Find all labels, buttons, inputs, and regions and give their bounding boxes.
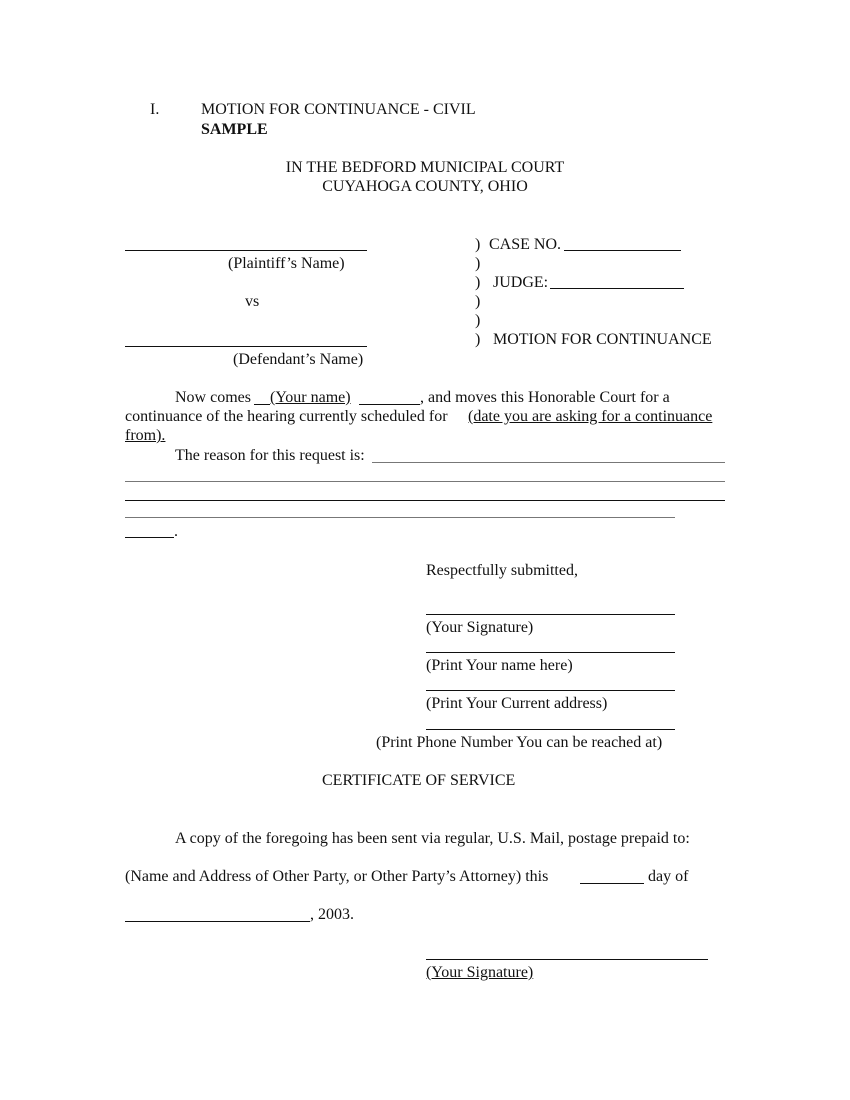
copy-text: A copy of the foregoing has been sent via regular, U.S. Mail, postage prepaid to: [175,830,690,847]
reason-line[interactable] [125,500,725,501]
your-name-blank[interactable] [359,404,420,405]
your-signature-label: (Your Signature) [426,619,534,636]
defendant-label: (Defendant’s Name) [233,351,364,368]
your-name-placeholder[interactable]: (Your name) [270,389,351,406]
caption-paren: ) [475,236,481,253]
judge-label: JUDGE: [493,274,549,291]
court-county: CUYAHOGA COUNTY, OHIO [322,178,528,195]
phone-label: (Print Phone Number You can be reached at) [376,734,663,751]
reason-line[interactable] [372,462,725,463]
day-of-label: day of [648,868,689,885]
print-name-line[interactable] [426,652,675,653]
continuance-text: continuance of the hearing currently scheduled for [125,408,448,425]
day-blank[interactable] [580,883,644,884]
motion-label: MOTION FOR CONTINUANCE [493,331,712,348]
certificate-signature-label: (Your Signature) [426,964,534,981]
date-placeholder[interactable]: (date you are asking for a continuance [468,408,713,425]
respectfully-submitted: Respectfully submitted, [426,562,578,579]
defendant-name-line[interactable] [125,346,367,347]
month-blank[interactable] [125,921,310,922]
caption-paren: ) [475,274,481,291]
reason-end: . [174,523,178,540]
now-comes-prefix: Now comes [175,389,251,406]
caption-paren: ) [475,255,481,272]
reason-label: The reason for this request is: [175,447,365,464]
court-name: IN THE BEDFORD MUNICIPAL COURT [285,159,565,176]
caption-paren: ) [475,312,481,329]
reason-line[interactable] [125,481,725,482]
year-label: , 2003. [310,906,354,923]
your-name-underline-lead [254,404,270,405]
caption-paren: ) [475,293,481,310]
caption-paren: ) [475,331,481,348]
certificate-title: CERTIFICATE OF SERVICE [322,772,516,789]
print-name-label: (Print Your name here) [426,657,573,674]
signature-line[interactable] [426,614,675,615]
plaintiff-name-line[interactable] [125,250,367,251]
section-number: I. [150,101,160,118]
print-address-line[interactable] [426,690,675,691]
print-address-label: (Print Your Current address) [426,695,608,712]
phone-line[interactable] [426,729,675,730]
certificate-signature-line[interactable] [426,959,708,960]
case-no-line[interactable] [564,250,681,251]
date-placeholder-cont[interactable]: from). [125,427,166,444]
reason-line[interactable] [125,517,675,518]
judge-line[interactable] [550,288,684,289]
name-address-text: (Name and Address of Other Party, or Other Party’s Attorney) this [125,868,549,885]
reason-line[interactable] [125,537,174,538]
versus-label: vs [245,293,260,310]
sample-label: SAMPLE [201,121,268,138]
form-title: MOTION FOR CONTINUANCE - CIVIL [201,101,476,118]
case-no-label: CASE NO. [489,236,562,253]
now-comes-suffix: , and moves this Honorable Court for a [420,389,670,406]
plaintiff-label: (Plaintiff’s Name) [228,255,345,272]
